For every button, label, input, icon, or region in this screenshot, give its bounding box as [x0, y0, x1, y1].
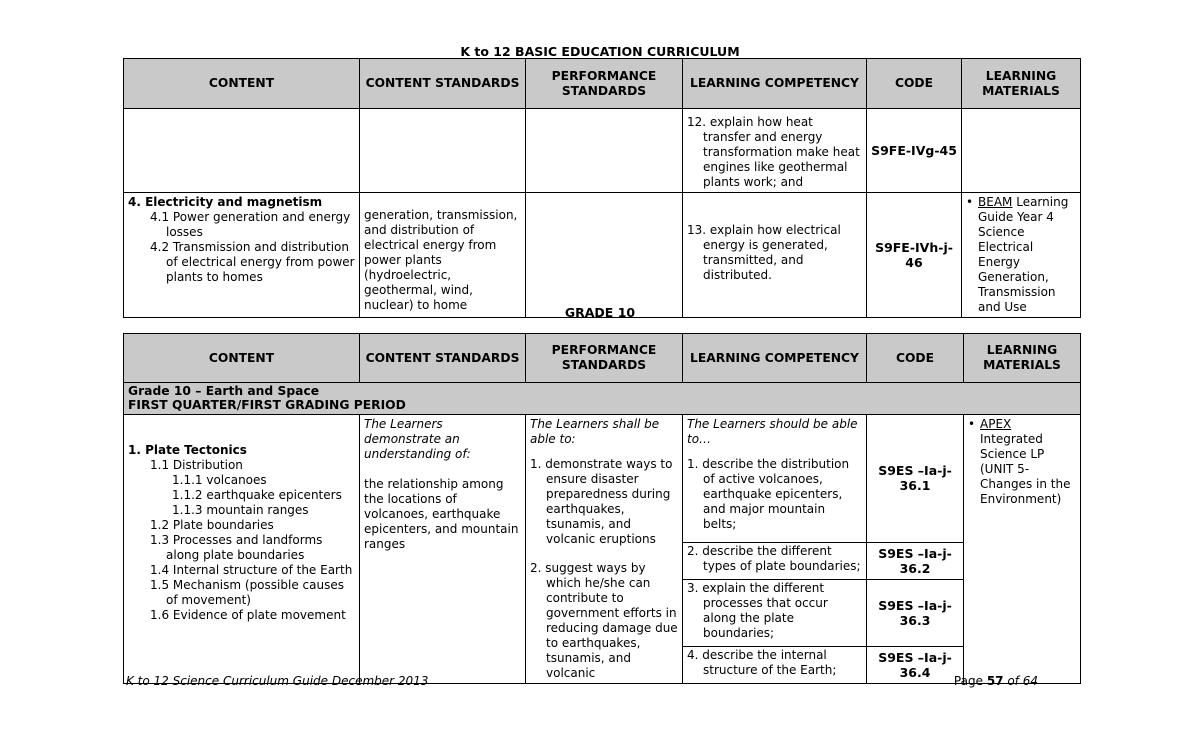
section-band-cell	[124, 383, 1081, 415]
subtopic-item-level2: 1.1.2 earthquake epicenters	[172, 488, 342, 502]
competency-intro: The Learners should be able to…	[687, 417, 858, 446]
header-learning-materials: LEARNING MATERIALS	[964, 334, 1081, 383]
cell-materials	[964, 415, 1081, 684]
subtopic-item: 1.5 Mechanism (possible causes of movement)	[150, 578, 344, 607]
cell-content	[124, 415, 360, 684]
cell-competency	[683, 579, 867, 647]
subtopic-item-level2: 1.1.1 volcanoes	[172, 473, 267, 487]
header-learning-materials: LEARNING MATERIALS	[962, 59, 1081, 109]
header-performance-standards: PERFORMANCE STANDARDS	[526, 59, 683, 109]
performance-intro: The Learners shall be able to:	[530, 417, 660, 446]
subtopic-item-level2: 1.1.3 mountain ranges	[172, 503, 309, 517]
cell-performance-standard	[526, 109, 683, 193]
table-row	[124, 109, 1081, 193]
section-band	[124, 383, 1081, 415]
competency-item: 13. explain how electrical energy is generated, transmitted, and distributed.	[687, 223, 841, 282]
cell-content-standard	[360, 109, 526, 193]
content-standard-text: the relationship among the locations of volcanoes, earthquake epicenters, and mountain ranges	[364, 477, 519, 551]
subtopic-item: 1.2 Plate boundaries	[150, 518, 274, 532]
topic-heading: 4. Electricity and magnetism	[128, 195, 323, 209]
cell-competency	[683, 415, 867, 543]
table-header-row	[124, 334, 1081, 383]
competency-item: 12. explain how heat transfer and energy transformation make heat engines like geothermal plants work; and	[687, 115, 860, 189]
header-content: CONTENT	[124, 334, 360, 383]
material-link[interactable]: APEX	[980, 417, 1012, 431]
grading-period: FIRST QUARTER/FIRST GRADING PERIOD	[128, 398, 406, 412]
competency-item: 1. describe the distribution of active volcanoes, earthquake epicenters, and major mountain belts;	[687, 457, 850, 531]
cell-competency	[683, 542, 867, 579]
material-item: • BEAM Learning Guide Year 4 Science Electrical Energy Generation, Transmission and Use	[966, 195, 1076, 315]
competency-code: S9FE-IVh-j-46	[867, 193, 962, 318]
topic-outline	[128, 458, 355, 623]
subtopic-item: 1.6 Evidence of plate movement	[150, 608, 346, 622]
header-code: CODE	[867, 59, 962, 109]
competency-item: 4. describe the internal structure of the Earth;	[687, 648, 837, 678]
competency-item: 3. explain the different processes that occur along the plate boundaries;	[687, 580, 828, 640]
subtopic-item: 1.4 Internal structure of the Earth	[150, 563, 353, 577]
header-content-standards: CONTENT STANDARDS	[360, 334, 526, 383]
performance-item: 1. demonstrate ways to ensure disaster preparedness during earthquakes, tsunamis, and volcanic eruptions	[530, 457, 673, 546]
footer-page-number: Page 57 of 64	[953, 674, 1038, 688]
competency-code: S9ES –Ia-j-36.3	[867, 579, 964, 647]
cell-materials	[962, 109, 1081, 193]
subtopic: 4.2 Transmission and distribution of electrical energy from power plants to homes	[150, 240, 355, 284]
footer-guide-title: K to 12 Science Curriculum Guide December 2013	[126, 674, 429, 688]
cell-content-standard: generation, transmission, and distribution of electrical energy from power plants (hydroelectric, geothermal, wind, nuclear) to home	[360, 193, 526, 318]
cell-competency	[683, 109, 867, 193]
competency-code: S9FE-IVg-45	[867, 109, 962, 193]
table-row	[124, 415, 1081, 543]
cell-content	[124, 193, 360, 318]
header-content: CONTENT	[124, 59, 360, 109]
section-title: Grade 10 – Earth and Space	[128, 384, 320, 398]
subtopic-item: 1.3 Processes and landforms along plate boundaries	[150, 533, 323, 562]
subtopic: 4.1 Power generation and energy losses	[150, 210, 351, 239]
header-performance-standards: PERFORMANCE STANDARDS	[526, 334, 683, 383]
table-row	[124, 193, 1081, 318]
competency-item: 2. describe the different types of plate boundaries;	[687, 543, 861, 573]
competency-code: S9ES –Ia-j-36.4	[867, 647, 964, 684]
cell-content-standard	[360, 415, 526, 684]
header-content-standards: CONTENT STANDARDS	[360, 59, 526, 109]
header-learning-competency: LEARNING COMPETENCY	[683, 59, 867, 109]
competency-code: S9ES –Ia-j-36.2	[867, 542, 964, 579]
performance-item: 2. suggest ways by which he/she can contribute to government efforts in reducing damage due to earthquakes, tsunamis, and volcanic	[530, 561, 678, 680]
curriculum-table-grade10	[123, 333, 1081, 684]
content-standard-intro: The Learners demonstrate an understanding of:	[364, 417, 471, 461]
grade-heading: GRADE 10	[564, 305, 636, 320]
curriculum-table-grade9	[123, 58, 1081, 318]
header-learning-competency: LEARNING COMPETENCY	[683, 334, 867, 383]
cell-materials	[962, 193, 1081, 318]
table-header-row	[124, 59, 1081, 109]
cell-performance-standard	[526, 193, 683, 318]
cell-performance-standard	[526, 415, 683, 684]
material-link[interactable]: BEAM	[978, 195, 1013, 209]
material-item: • APEX Integrated Science LP (UNIT 5- Changes in the Environment)	[968, 417, 1076, 507]
cell-competency	[683, 193, 867, 318]
topic-heading: 1. Plate Tectonics	[128, 443, 247, 457]
competency-code: S9ES –Ia-j-36.1	[867, 415, 964, 543]
document-title: K to 12 BASIC EDUCATION CURRICULUM	[460, 44, 740, 59]
header-code: CODE	[867, 334, 964, 383]
cell-content	[124, 109, 360, 193]
subtopic-item: 1.1 Distribution	[150, 458, 243, 472]
cell-competency	[683, 647, 867, 684]
